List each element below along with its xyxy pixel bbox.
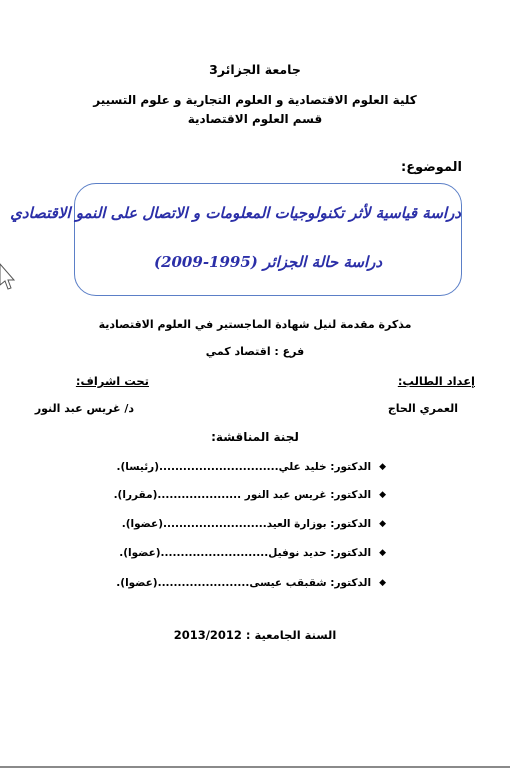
bullet-icon: ◆ xyxy=(379,462,386,472)
committee-member-text: الدكتور: شقبقب عيسى.......................(عضوا). xyxy=(116,577,372,589)
committee-member-text: الدكتور: غريس عبد النور .....................(مقررا). xyxy=(113,489,372,501)
supervisor-label: تحت اشراف: xyxy=(75,374,149,388)
committee-member-text: الدكتور: بوزارة العيد..........................(عضوا). xyxy=(121,518,372,530)
bullet-icon: ◆ xyxy=(379,578,386,588)
bullet-icon: ◆ xyxy=(379,519,386,529)
university-name: جامعة الجزائر3 xyxy=(209,62,301,77)
thesis-title: دراسة قياسية لأثر تكنولوجيات المعلومات و الاتصال على النمو الاقتصادي xyxy=(10,204,461,222)
bullet-icon: ◆ xyxy=(379,548,386,558)
mouse-pointer-icon xyxy=(0,262,16,290)
faculty-name: كلية العلوم الاقتصادية و العلوم التجارية و علوم التسيير xyxy=(93,93,417,107)
memo-statement: مذكرة مقدمة لنيل شهادة الماجستير في العلوم الاقتصادية xyxy=(98,318,412,331)
title-box xyxy=(10,183,462,296)
thesis-subtitle: دراسة حالة الجزائر (1995-2009) xyxy=(153,253,383,271)
committee-member-5 xyxy=(116,577,386,589)
academic-year: السنة الجامعية : 2013/2012 xyxy=(173,628,337,642)
committee-member-2 xyxy=(114,489,386,501)
page-bottom-divider xyxy=(0,766,510,768)
student-name: العمري الحاج xyxy=(387,402,458,415)
committee-member-text: الدكتور: خليد علي..............................(رئيسا). xyxy=(116,461,372,473)
department-name: قسم العلوم الاقتصادية xyxy=(187,112,323,126)
committee-member-1 xyxy=(117,461,387,473)
branch: فرع : اقتصاد كمي xyxy=(205,345,305,358)
committee-title: لجنة المناقشة: xyxy=(211,430,299,444)
bullet-icon: ◆ xyxy=(379,490,386,500)
committee-member-text: الدكتور: حديد نوفيل...........................(عضوا). xyxy=(119,547,372,559)
student-label: إعداد الطالب: xyxy=(397,374,475,388)
subject-label: الموضوع: xyxy=(401,160,462,175)
committee-member-4 xyxy=(119,547,386,559)
committee-member-3 xyxy=(122,518,386,530)
supervisor-name: د/ غريس عبد النور xyxy=(34,402,134,415)
